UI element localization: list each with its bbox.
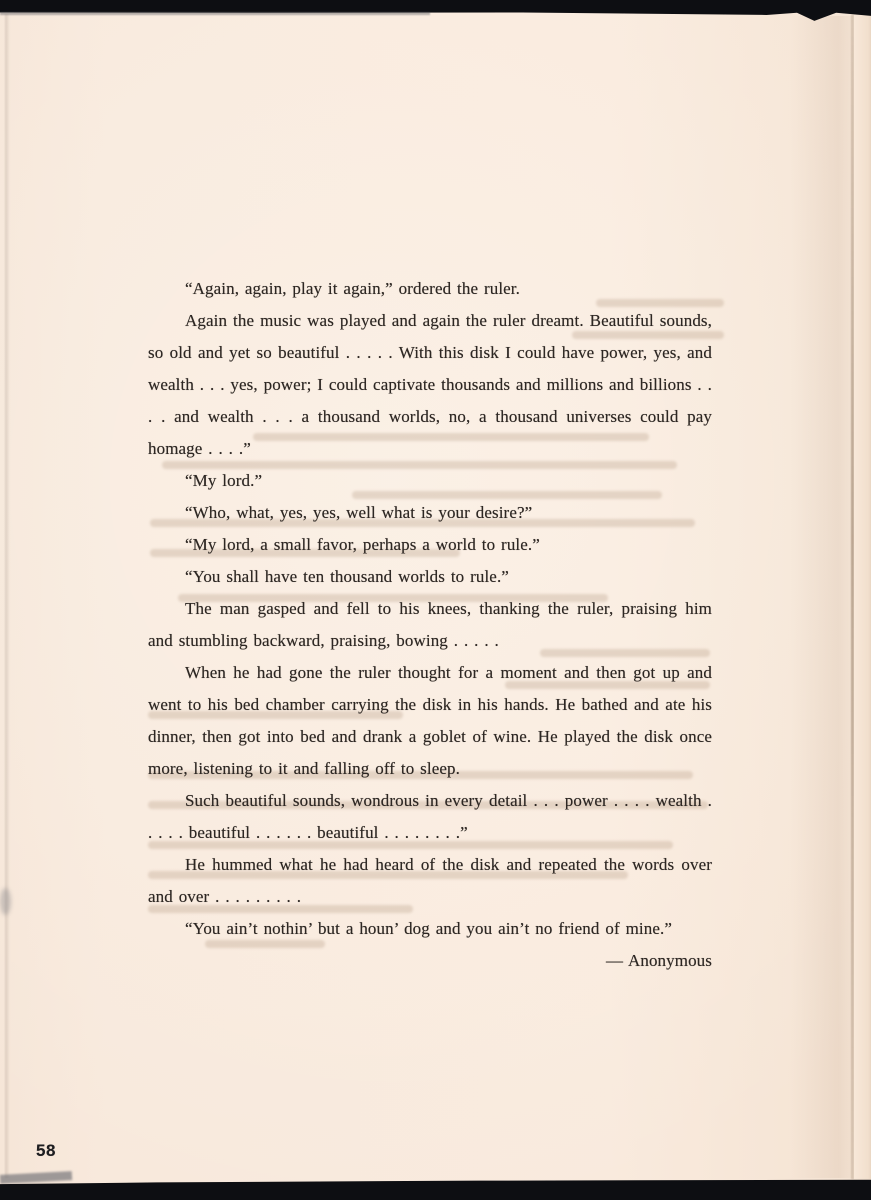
story-paragraph: “My lord, a small favor, perhaps a world to rule.” (185, 535, 540, 554)
story-paragraph: The man gasped and fell to his knees, thanking the ruler, praising him and stumbling backward, praising, bowing . . . . . (148, 599, 712, 650)
scanner-edge-top-smear (0, 12, 430, 15)
right-edge-shadow (790, 16, 852, 1178)
page-number: 58 (36, 1141, 56, 1160)
story-text-block (148, 273, 712, 977)
adjacent-page-edge (854, 15, 871, 1179)
page-gutter-crease (5, 14, 9, 1178)
story-attribution: — Anonymous (605, 951, 712, 970)
scanner-edge-bottom (0, 1178, 871, 1200)
story-paragraph: “You shall have ten thousand worlds to rule.” (185, 567, 509, 586)
story-paragraph: “My lord.” (185, 471, 263, 490)
story-paragraph: Such beautiful sounds, wondrous in every detail . . . power . . . . wealth . . . . . beautiful . . . . . . beautiful . . . . . . . .” (148, 791, 712, 842)
scanner-edge-bottom-wedge (0, 1171, 72, 1184)
story-paragraph: Again the music was played and again the ruler dreamt. Beautiful sounds, so old and yet so beautiful . . . . . With this disk I could have power, yes, and wealth . . . yes, power; I could captivate thousands and millions and billions . . . . and wealth . . . a thousand worlds, no, a thousand universes could pay homage . . . .” (148, 311, 712, 458)
scanner-edge-top (0, 0, 871, 22)
story-paragraph: “Who, what, yes, yes, well what is your desire?” (185, 503, 533, 522)
story-paragraph: “You ain’t nothin’ but a houn’ dog and you ain’t no friend of mine.” (185, 919, 672, 938)
story-paragraph: When he had gone the ruler thought for a moment and then got up and went to his bed chamber carrying the disk in his hands. He bathed and ate his dinner, then got into bed and drank a goblet of wine. He played the disk once more, listening to it and falling off to sleep. (148, 663, 712, 778)
story-paragraph: He hummed what he had heard of the disk and repeated the words over and over . . . . . . . . . (148, 855, 712, 906)
scan-smudge (0, 888, 11, 915)
story-paragraph: “Again, again, play it again,” ordered the ruler. (185, 279, 520, 298)
